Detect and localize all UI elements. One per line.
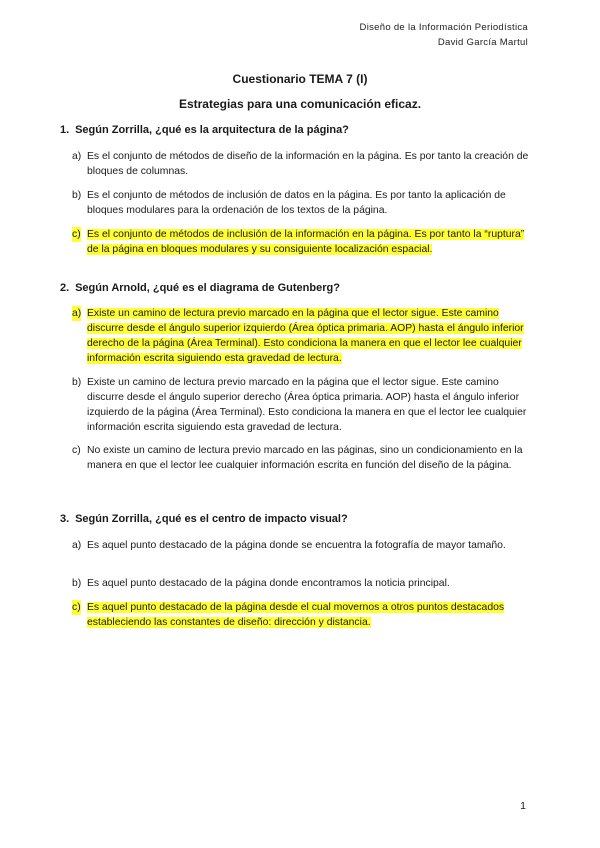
answer-option-1a — [72, 149, 532, 179]
option-letter: c) — [72, 602, 81, 613]
question-number: 1. — [60, 124, 70, 136]
header-course: Diseño de la Información Periodística — [359, 22, 528, 33]
question-text: Según Zorrilla, ¿qué es el centro de impacto visual? — [75, 513, 348, 525]
option-text: Es el conjunto de métodos de diseño de la información en la página. Es por tanto la creación de bloques de columnas. — [87, 151, 529, 177]
option-text: Existe un camino de lectura previo marcado en la página que el lector sigue. Este camino discurre desde el ángulo superior derecho (Área óptica primaria. AOP) hasta el ángulo inferior izquierdo de la página (Área Terminal). Esto condiciona la manera en que el lector lee cualquier información escrita siguiendo esta gravedad de lectura. — [87, 377, 527, 433]
option-letter: c) — [72, 229, 81, 240]
document-subtitle: Estrategias para una comunicación eficaz. — [178, 97, 422, 111]
option-letter: a) — [72, 308, 82, 319]
answer-option-2c — [72, 443, 532, 473]
question-text: Según Zorrilla, ¿qué es la arquitectura de la página? — [75, 124, 349, 136]
option-text: Es aquel punto destacado de la página donde se encuentra la fotografía de mayor tamaño. — [87, 540, 506, 551]
option-text: Es aquel punto destacado de la página donde encontramos la noticia principal. — [87, 578, 450, 589]
question-number: 3. — [60, 513, 70, 525]
question-number: 2. — [60, 282, 70, 294]
answer-option-1c-highlighted — [72, 227, 532, 257]
answer-option-1b — [72, 188, 532, 218]
question-2 — [60, 281, 540, 296]
answer-option-2b — [72, 375, 532, 435]
option-text: Es el conjunto de métodos de inclusión de la información en la página. Es por tanto la “ruptura” de la página en bloques modulares y su consiguiente localización espacial. — [87, 229, 525, 255]
option-text: Existe un camino de lectura previo marcado en la página que el lector sigue. Este camino discurre desde el ángulo superior izquierdo (Área óptica primaria. AOP) hasta el ángulo inferior derecho de la página (Área Terminal). Esto condiciona la manera en que el lector lee cualquier información escrita siguiendo esta gravedad de lectura. — [87, 308, 524, 364]
answer-option-2a-highlighted — [72, 306, 532, 366]
option-letter: b) — [72, 190, 82, 201]
option-letter: b) — [72, 578, 82, 589]
question-1 — [60, 123, 540, 138]
document-title: Cuestionario TEMA 7 (I) — [232, 72, 368, 86]
option-text: Es el conjunto de métodos de inclusión de datos en la página. Es por tanto la aplicación de bloques modulares para la ordenación de los textos de la página. — [87, 190, 506, 216]
option-letter: a) — [72, 151, 82, 162]
question-3 — [60, 512, 540, 527]
header-author: David García Martul — [437, 37, 528, 48]
page-number: 1 — [520, 800, 526, 812]
answer-option-3c-highlighted — [72, 600, 532, 630]
option-letter: b) — [72, 377, 82, 388]
question-text: Según Arnold, ¿qué es el diagrama de Gutenberg? — [75, 282, 340, 294]
answer-option-3b — [72, 576, 532, 591]
page-header — [360, 20, 528, 50]
option-letter: a) — [72, 540, 82, 551]
option-text: Es aquel punto destacado de la página desde el cual movernos a otros puntos destacados estableciendo las constantes de diseño: dirección y distancia. — [87, 602, 505, 628]
option-text: No existe un camino de lectura previo marcado en las páginas, sino un condicionamiento en la manera en que el lector lee cualquier información escrita en función del diseño de la página. — [87, 445, 523, 471]
answer-option-3a — [72, 538, 532, 553]
option-letter: c) — [72, 445, 81, 456]
